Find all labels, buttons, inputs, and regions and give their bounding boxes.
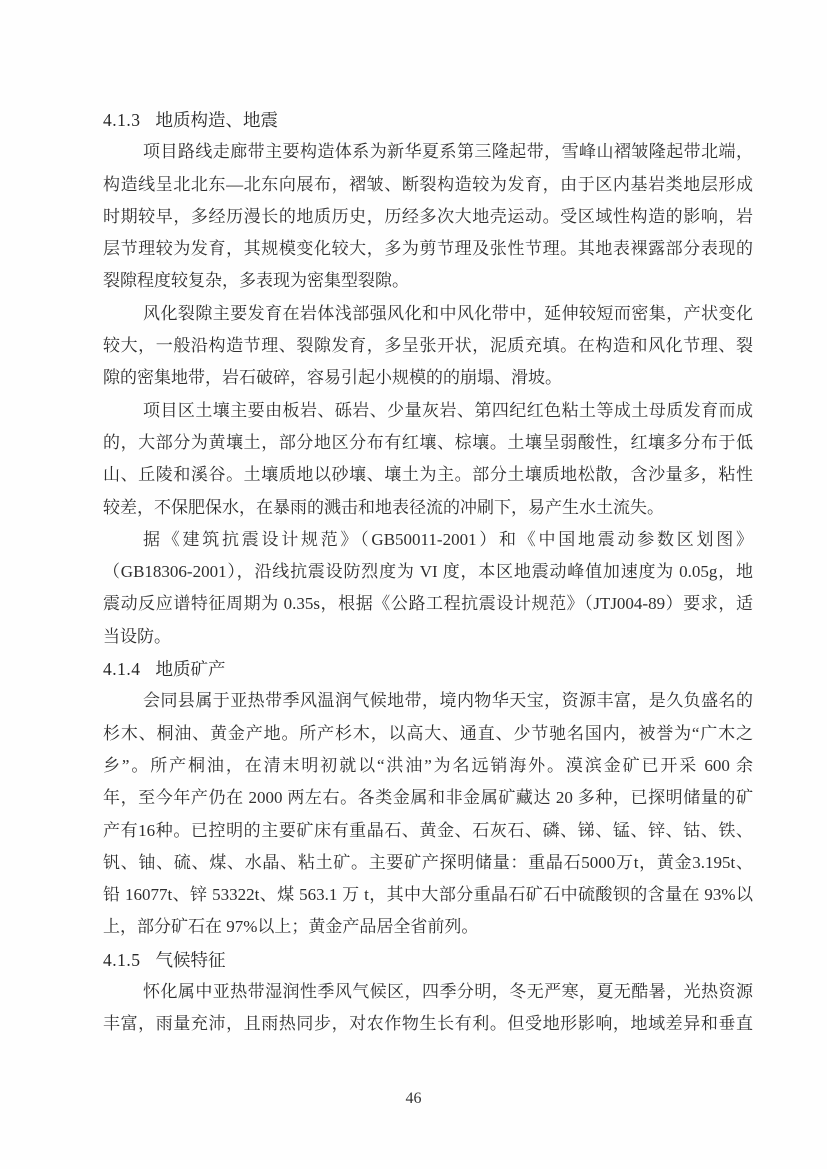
paragraph-line: 铅 16077t、锌 53322t、煤 563.1 万 t，其中大部分重晶石矿石中硫酸钡的含量在 93%以 [103, 885, 753, 905]
section-number: 4.1.4 [103, 659, 141, 680]
paragraph-line: 时期较早，多经历漫长的地质历史，历经多次大地壳运动。受区域性构造的影响，岩 [103, 206, 753, 226]
paragraph-line: 层节理较为发育，其规模变化较大，多为剪节理及张性节理。其地表裸露部分表现的 [103, 239, 753, 259]
paragraph-line: 杉木、桐油、黄金产地。所产杉木，以高大、通直、少节驰名国内，被誉为“广木之 [103, 723, 753, 743]
paragraph-line: 当设防。 [103, 626, 171, 646]
document-content [103, 104, 753, 1041]
paragraph-line: 较差，不保肥保水，在暴雨的溅击和地表径流的冲刷下，易产生水土流失。 [103, 497, 664, 517]
paragraph-line: 丰富，雨量充沛，且雨热同步，对农作物生长有利。但受地形影响，地域差异和垂直 [103, 1014, 753, 1034]
section-heading [103, 944, 753, 976]
paragraph-line: 钒、铀、硫、煤、水晶、粘土矿。主要矿产探明储量：重晶石5000万t，黄金3.195t、 [103, 852, 753, 872]
paragraph-line: （GB18306-2001），沿线抗震设防烈度为 VI 度，本区地震动峰值加速度为 0.05g，地 [103, 562, 753, 582]
paragraph-line: 会同县属于亚热带季风温润气候地带，境内物华天宝，资源丰富，是久负盛名的 [143, 691, 753, 711]
section-number: 4.1.5 [103, 949, 141, 970]
paragraph-line: 项目区土壤主要由板岩、砾岩、少量灰岩、第四纪红色粘土等成土母质发育而成 [143, 400, 753, 420]
paragraph-line: 隙的密集地带，岩石破碎，容易引起小规模的的崩塌、滑坡。 [103, 368, 562, 388]
section-number: 4.1.3 [103, 110, 141, 130]
paragraph-line: 裂隙程度较复杂，多表现为密集型裂隙。 [103, 271, 409, 291]
paragraph-line: 构造线呈北北东—北东向展布，褶皱、断裂构造较为发育，由于区内基岩类地层形成 [103, 174, 753, 194]
paragraph-line: 山、丘陵和溪谷。土壤质地以砂壤、壤土为主。部分土壤质地松散，含沙量多，粘性 [103, 465, 753, 485]
paragraph-line: 据《建筑抗震设计规范》（GB50011-2001）和《中国地震动参数区划图》 [143, 529, 753, 549]
paragraph-line: 风化裂隙主要发育在岩体浅部强风化和中风化带中，延伸较短而密集，产状变化 [143, 303, 753, 323]
paragraph-line: 怀化属中亚热带湿润性季风气候区，四季分明，冬无严寒，夏无酷暑，光热资源 [143, 982, 753, 1002]
paragraph-line: 震动反应谱特征周期为 0.35s，根据《公路工程抗震设计规范》（JTJ004-89）要求，适 [103, 594, 753, 614]
paragraph-line: 年，至今年产仍在 2000 两左右。各类金属和非金属矿藏达 20 多种，已探明储量的矿 [103, 788, 753, 808]
section-heading [103, 653, 753, 685]
section-title: 气候特征 [155, 949, 226, 970]
section-title: 地质矿产 [155, 659, 226, 680]
paragraph-line: 的，大部分为黄壤土，部分地区分布有红壤、棕壤。土壤呈弱酸性，红壤多分布于低 [103, 432, 753, 452]
section-heading [103, 104, 753, 136]
section-title: 地质构造、地震 [155, 110, 278, 130]
paragraph-line: 产有16种。已控明的主要矿床有重晶石、黄金、石灰石、磷、锑、锰、锌、钴、铁、 [103, 820, 753, 840]
paragraph-line: 项目路线走廊带主要构造体系为新华夏系第三隆起带，雪峰山褶皱隆起带北端， [143, 142, 753, 162]
page-number: 46 [405, 1090, 422, 1107]
paragraph-line: 较大，一般沿构造节理、裂隙发育，多呈张开状，泥质充填。在构造和风化节理、裂 [103, 336, 753, 356]
paragraph-line: 上，部分矿石在 97%以上；黄金产品居全省前列。 [103, 917, 479, 937]
paragraph-line: 乡”。所产桐油，在清末明初就以“洪油”为名远销海外。漠滨金矿已开采 600 余 [103, 755, 753, 775]
